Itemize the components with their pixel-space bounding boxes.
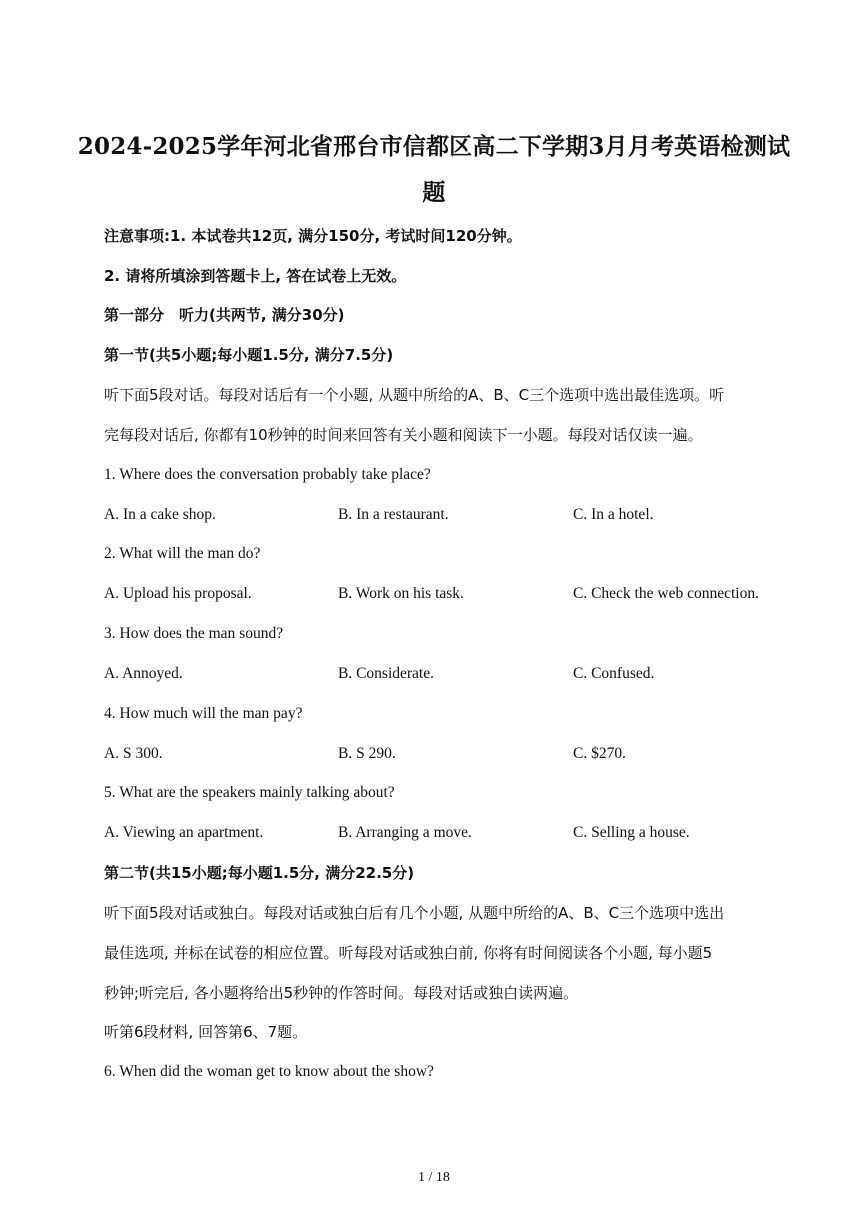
question-1-option-c: C. In a hotel. (573, 506, 654, 523)
question-5-option-c: C. Selling a house. (573, 824, 690, 841)
question-1-option-b: B. In a restaurant. (338, 506, 449, 523)
section-1-heading: 第一节(共5小题;每小题1.5分, 满分7.5分) (104, 346, 394, 364)
section-2-heading: 第二节(共15小题;每小题1.5分, 满分22.5分) (104, 864, 415, 882)
question-4: 4. How much will the man pay? (104, 705, 303, 722)
section-2-instructions-line-2: 最佳选项, 并标在试卷的相应位置。听每段对话或独白前, 你将有时间阅读各个小题, 每小题5 (104, 944, 713, 962)
section-2-instructions-line-1: 听下面5段对话或独白。每段对话或独白后有几个小题, 从题中所给的A、B、C三个选项中选出 (104, 904, 725, 922)
question-2-option-b: B. Work on his task. (338, 585, 464, 602)
question-4-option-b: B. S 290. (338, 745, 396, 762)
question-1-option-a: A. In a cake shop. (104, 506, 216, 523)
part-1-heading: 第一部分 听力(共两节, 满分30分) (104, 306, 345, 324)
question-4-option-a: A. S 300. (104, 745, 163, 762)
section-1-instructions-line-1: 听下面5段对话。每段对话后有一个小题, 从题中所给的A、B、C三个选项中选出最佳选项。听 (104, 386, 725, 404)
question-3-option-c: C. Confused. (573, 665, 655, 682)
question-2-option-c: C. Check the web connection. (573, 585, 759, 602)
question-2: 2. What will the man do? (104, 545, 261, 562)
section-1-instructions-line-2: 完每段对话后, 你都有10秒钟的时间来回答有关小题和阅读下一小题。每段对话仅读一遍。 (104, 426, 703, 444)
page-number: 1 / 18 (418, 1170, 450, 1185)
question-2-option-a: A. Upload his proposal. (104, 585, 252, 602)
question-5-option-b: B. Arranging a move. (338, 824, 472, 841)
question-5: 5. What are the speakers mainly talking about? (104, 784, 395, 801)
question-3-option-a: A. Annoyed. (104, 665, 183, 682)
section-2-instructions-line-3: 秒钟;听完后, 各小题将给出5秒钟的作答时间。每段对话或独白读两遍。 (104, 984, 579, 1002)
title-line-2: 题 (422, 179, 446, 206)
question-1: 1. Where does the conversation probably take place? (104, 466, 431, 483)
question-3-option-b: B. Considerate. (338, 665, 434, 682)
question-3: 3. How does the man sound? (104, 625, 284, 642)
question-5-option-a: A. Viewing an apartment. (104, 824, 264, 841)
question-6: 6. When did the woman get to know about the show? (104, 1063, 434, 1080)
material-6-heading: 听第6段材料, 回答第6、7题。 (104, 1023, 308, 1041)
notice-1: 注意事项:1. 本试卷共12页, 满分150分, 考试时间120分钟。 (104, 227, 522, 245)
notice-2: 2. 请将所填涂到答题卡上, 答在试卷上无效。 (104, 267, 407, 285)
question-4-option-c: C. $270. (573, 745, 626, 762)
title-line-1: 2024-2025学年河北省邢台市信都区高二下学期3月月考英语检测试 (77, 133, 791, 160)
